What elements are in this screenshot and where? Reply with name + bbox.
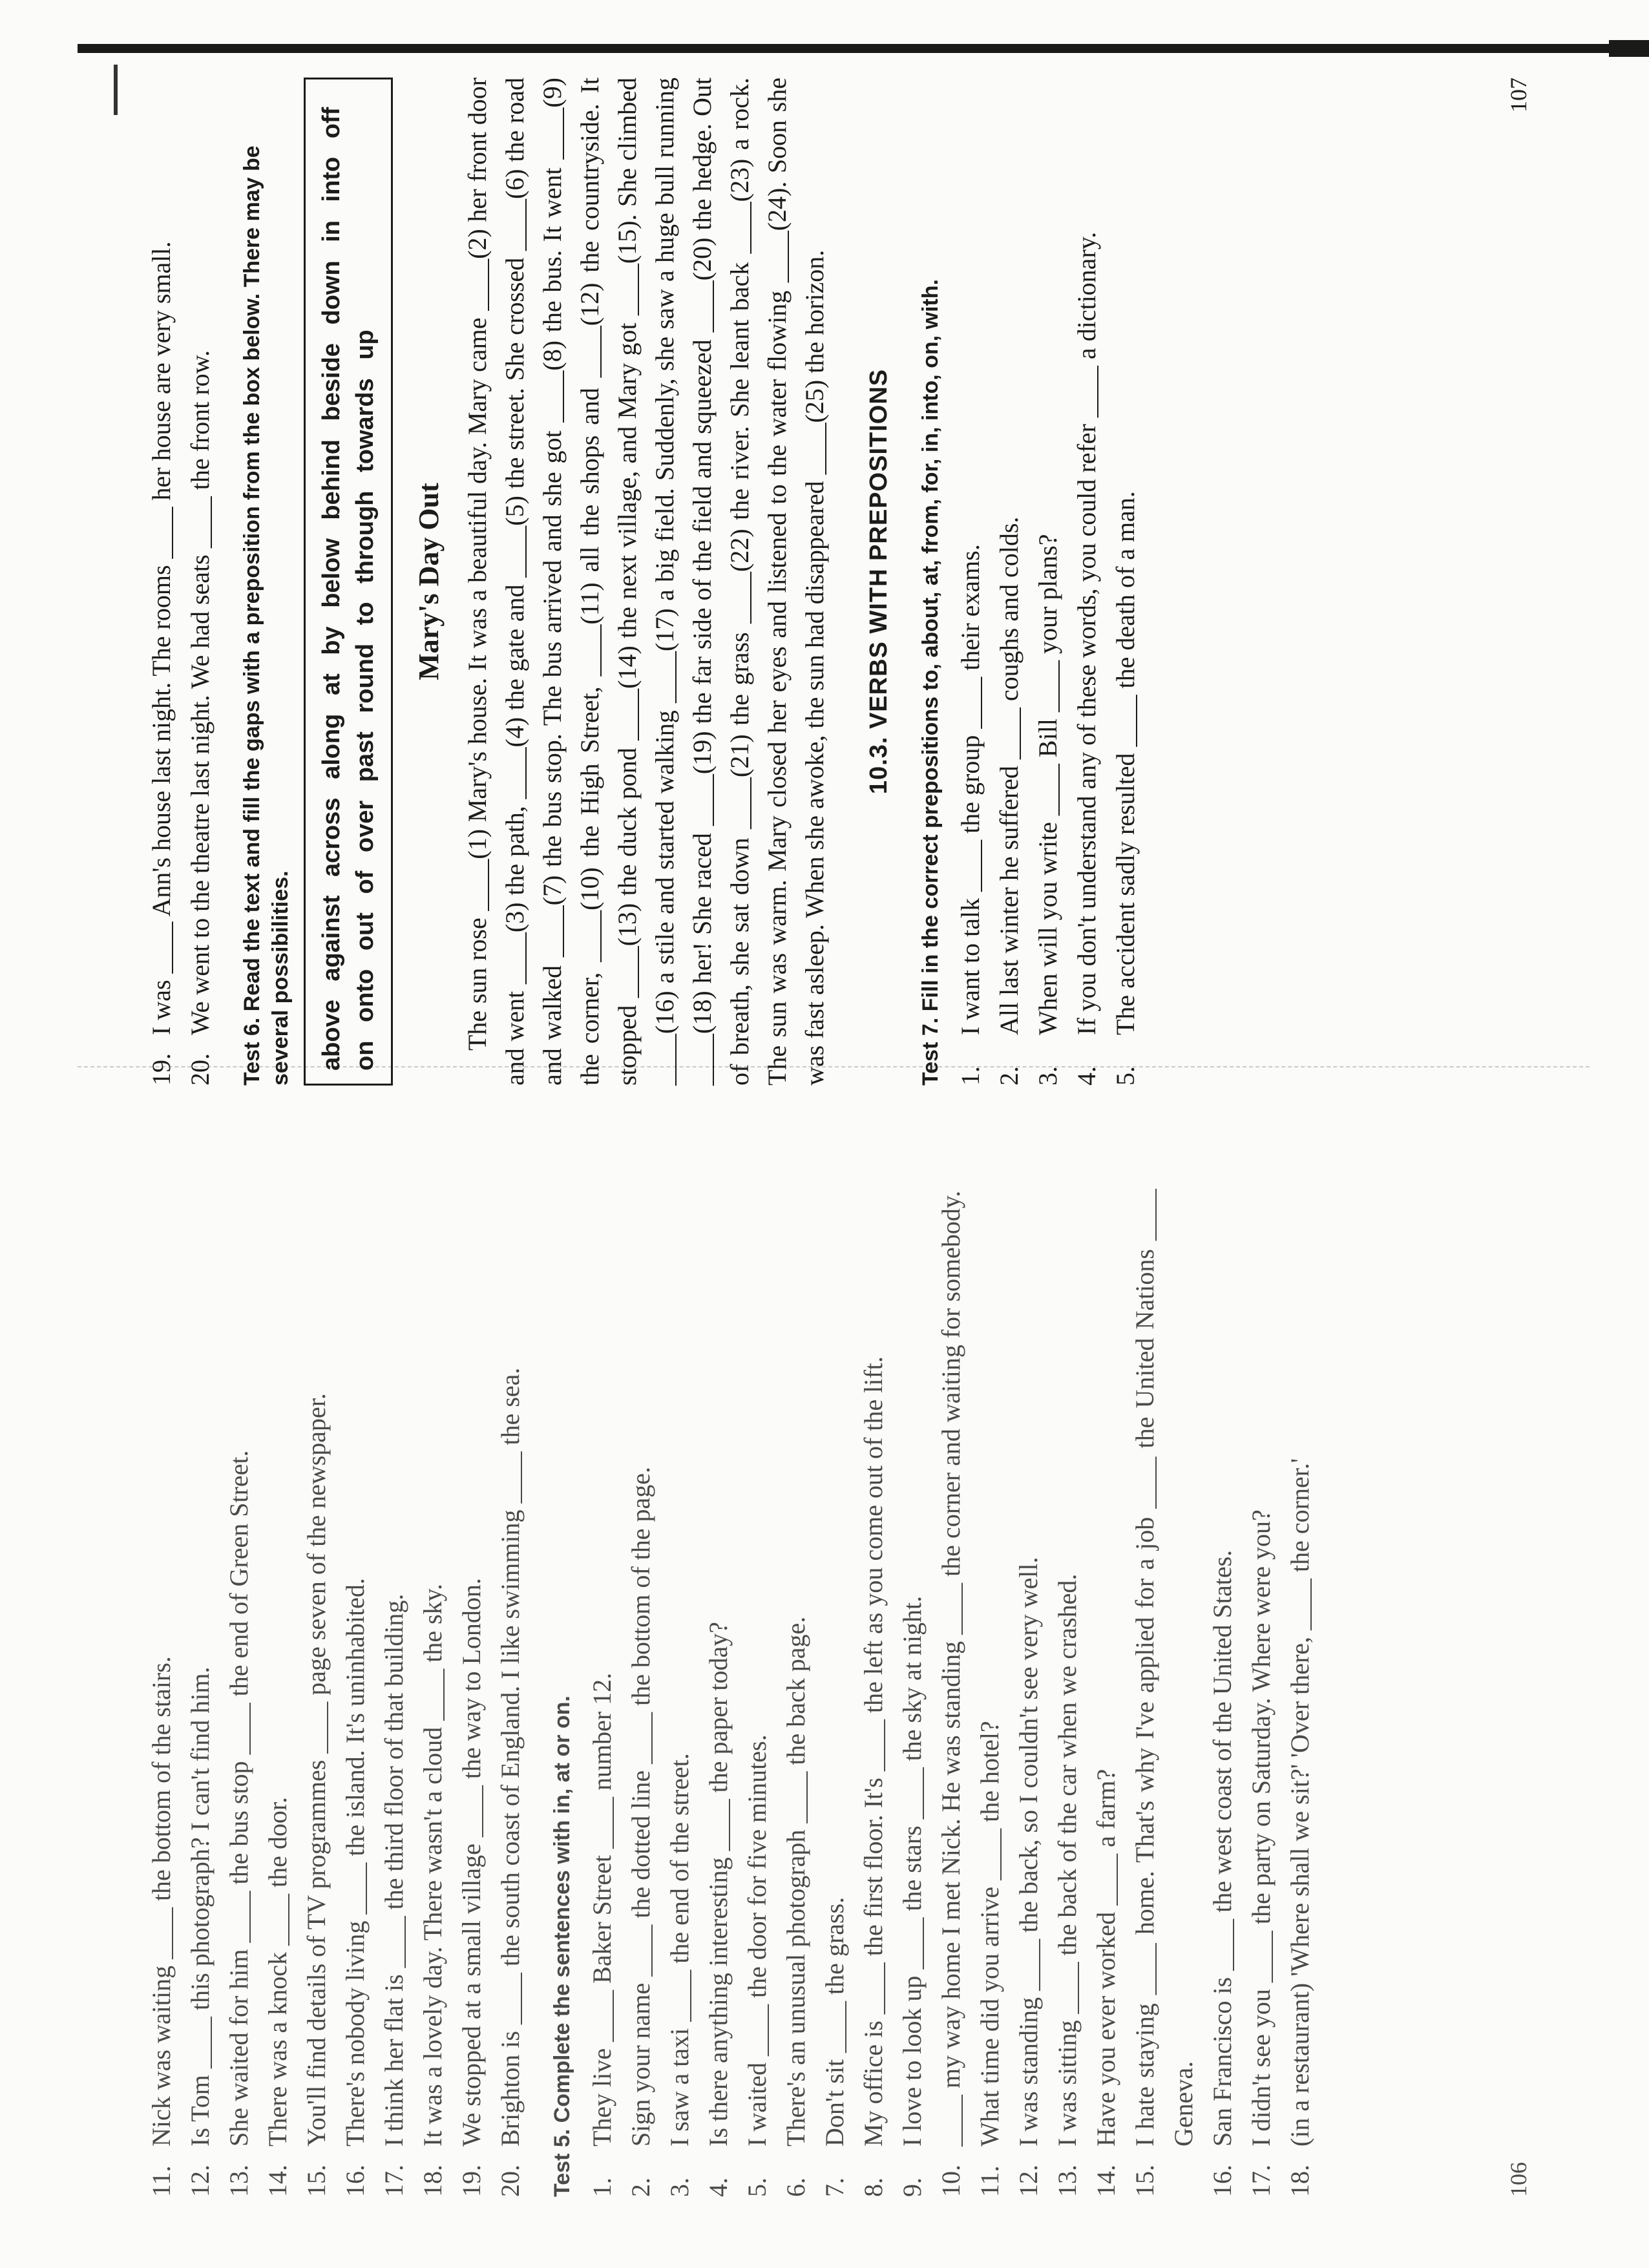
exercise-list-a bbox=[142, 1189, 530, 2197]
exercise-item bbox=[1048, 1189, 1087, 2197]
page-107 bbox=[142, 78, 1531, 1086]
exercise-item bbox=[181, 1189, 220, 2197]
exercise-item bbox=[1029, 78, 1067, 1086]
exercise-text: Brighton is ____ the south coast of England. I like swimming ____ the sea. bbox=[496, 1367, 525, 2147]
test5-label: Test 5. bbox=[550, 2128, 574, 2197]
exercise-text: I love to look up ____ the stars ____ the sky at night. bbox=[898, 1595, 927, 2147]
exercise-item bbox=[220, 1189, 258, 2197]
test7-label: Test 7. bbox=[918, 1017, 943, 1086]
exercise-number: 9. bbox=[898, 2178, 927, 2197]
test5-instruction: Complete the sentences with in, at or on. bbox=[550, 1696, 574, 2123]
exercise-number: 13. bbox=[1053, 2165, 1082, 2197]
exercise-number: 4. bbox=[704, 2178, 733, 2197]
exercise-number: 2. bbox=[626, 2178, 655, 2197]
exercise-item bbox=[1203, 1189, 1242, 2197]
exercise-text: I want to talk ____ the group ____ their exams. bbox=[956, 544, 985, 1035]
exercise-number: 14. bbox=[1091, 2165, 1120, 2197]
scan-edge-bar-end bbox=[1609, 40, 1649, 57]
exercise-number: 16. bbox=[1208, 2165, 1237, 2197]
exercise-text: There's an unusual photograph ____ the back page. bbox=[781, 1616, 810, 2147]
exercise-text: Have you ever worked ____ a farm? bbox=[1091, 1769, 1120, 2147]
exercise-text: They live ____ Baker Street ____ number 12. bbox=[587, 1672, 616, 2147]
exercise-number: 3. bbox=[1033, 1066, 1062, 1086]
exercise-text: There was a knock ____ the door. bbox=[263, 1797, 292, 2147]
exercise-item bbox=[1126, 1189, 1203, 2197]
exercise-text: We stopped at a small village ____ the way to London. bbox=[457, 1578, 486, 2147]
test5-heading bbox=[548, 1189, 576, 2197]
exercise-text: I was ____ Ann's house last night. The rooms ____ her house are very small. bbox=[147, 241, 176, 1035]
test6-label: Test 6. bbox=[240, 1017, 264, 1086]
exercise-item bbox=[1281, 1189, 1319, 2197]
section-heading: 10.3. VERBS WITH PREPOSITIONS bbox=[865, 368, 892, 795]
exercise-number: 3. bbox=[665, 2178, 694, 2197]
exercise-number: 17. bbox=[379, 2165, 408, 2197]
exercise-item bbox=[375, 1189, 414, 2197]
exercise-number: 5. bbox=[742, 2178, 772, 2197]
exercise-number: 18. bbox=[418, 2165, 447, 2197]
book-spread bbox=[71, 52, 1570, 2223]
exercise-number: 19. bbox=[147, 1053, 176, 1086]
exercise-item bbox=[336, 1189, 375, 2197]
exercise-item bbox=[990, 78, 1029, 1086]
exercise-text: Is there anything interesting ____ the paper today? bbox=[704, 1622, 733, 2147]
exercise-text: If you don't understand any of these words, you could refer ____ a dictionary. bbox=[1072, 231, 1101, 1035]
exercise-item bbox=[414, 1189, 452, 2197]
exercise-text: The accident sadly resulted ____ the death of a man. bbox=[1111, 491, 1140, 1035]
exercise-text: My office is ____ the first floor. It's ____ the left as you come out of the lift. bbox=[859, 1356, 888, 2147]
exercise-number: 1. bbox=[956, 1066, 985, 1086]
exercise-text: I was sitting ____ the back of the car when we crashed. bbox=[1053, 1573, 1082, 2147]
exercise-number: 20. bbox=[496, 2165, 525, 2197]
exercise-text: It was a lovely day. There wasn't a cloud ____ the sky. bbox=[418, 1583, 447, 2147]
exercise-text: Sign your name ____ the dotted line ____ the bottom of the page. bbox=[626, 1466, 655, 2147]
exercise-number: 20. bbox=[185, 1053, 215, 1086]
exercise-item bbox=[1067, 78, 1106, 1086]
exercise-number: 19. bbox=[457, 2165, 486, 2197]
exercise-number: 13. bbox=[224, 2165, 253, 2197]
exercise-item bbox=[258, 1189, 297, 2197]
exercise-text: She waited for him ____ the bus stop ____ the end of Green Street. bbox=[224, 1450, 253, 2147]
exercise-text: I think her flat is ____ the third floor of that building. bbox=[379, 1593, 408, 2147]
exercise-text: I hate staying ____ home. That's why I've applied for a job ____ the United Nations ____ Geneva. bbox=[1130, 1189, 1198, 2147]
exercise-number: 12. bbox=[1014, 2165, 1043, 2197]
exercise-text: You'll find details of TV programmes ____ page seven of the newspaper. bbox=[302, 1393, 331, 2147]
exercise-number: 8. bbox=[859, 2178, 888, 2197]
exercise-item bbox=[660, 1189, 699, 2197]
exercise-list-b bbox=[951, 78, 1145, 1086]
exercise-number: 15. bbox=[302, 2165, 331, 2197]
exercise-text: ____ my way home I met Nick. He was standing ____ the corner and waiting for somebody. bbox=[936, 1190, 965, 2147]
exercise-text: (in a restaurant) 'Where shall we sit?' 'Over there, ____ the corner.' bbox=[1285, 1458, 1314, 2147]
exercise-item bbox=[738, 1189, 777, 2197]
exercise-text: Nick was waiting ____ the bottom of the stairs. bbox=[147, 1656, 176, 2147]
exercise-item bbox=[951, 78, 990, 1086]
test6-heading bbox=[238, 78, 295, 1086]
exercise-number: 11. bbox=[147, 2165, 176, 2197]
exercise-item bbox=[297, 1189, 336, 2197]
exercise-item bbox=[491, 1189, 530, 2197]
exercise-text: Is Tom ____ this photograph? I can't find him. bbox=[185, 1666, 215, 2147]
exercise-text: All last winter he suffered ____ coughs and colds. bbox=[994, 516, 1024, 1035]
preposition-box: above against across along at by below behind beside down in into off on onto out of over past round to through towards up bbox=[304, 78, 393, 1086]
exercise-number: 18. bbox=[1285, 2165, 1314, 2197]
exercise-number: 14. bbox=[263, 2165, 292, 2197]
exercise-item bbox=[142, 1189, 181, 2197]
exercise-number: 5. bbox=[1111, 1066, 1140, 1086]
exercise-number: 2. bbox=[994, 1066, 1024, 1086]
exercise-item bbox=[181, 78, 220, 1086]
exercise-item bbox=[583, 1189, 622, 2197]
page-number: 107 bbox=[1506, 78, 1531, 112]
exercise-text: There's nobody living ____ the island. It's uninhabited. bbox=[341, 1578, 370, 2147]
exercise-item bbox=[622, 1189, 660, 2197]
exercise-text: Don't sit ____ the grass. bbox=[820, 1896, 849, 2147]
exercise-number: 4. bbox=[1072, 1066, 1101, 1086]
test6-instruction: Read the text and fill the gaps with a preposition from the box below. There may be several possibilities. bbox=[240, 145, 293, 1086]
exercise-number: 17. bbox=[1246, 2165, 1276, 2197]
exercise-number: 7. bbox=[820, 2178, 849, 2197]
test7-instruction: Fill in the correct prepositions to, about, at, from, for, in, into, on, with. bbox=[918, 279, 943, 1012]
exercise-item bbox=[1242, 1189, 1281, 2197]
exercise-number: 12. bbox=[185, 2165, 215, 2197]
page-number: 106 bbox=[1506, 2162, 1531, 2197]
exercise-item bbox=[932, 1189, 971, 2197]
story-text: The sun rose ____(1) Mary's house. It was a beautiful day. Mary came ____(2) her front door and went ____(3) the path, ____(4) the gate and ____(5) the street. She crossed ____(6) the road and walked ____(7) the bus stop. The bus arrived and she got ____(8) the bus. It went ____(9) the corner, ____(10) the High Street, ____(11) all the shops and ____(12) the countryside. It stopped ____(13) the duck pond ____(14) the next village, and Mary got ____(15). She climbed ____(16) a stile and started walking ____(17) a big field. Suddenly, she saw a huge bull running ____(18) her! She raced ____(19) the far side of the field and squeezed ____(20) the hedge. Out of breath, she sat down ____(21) the grass ____(22) the river. She leant back ____(23) a rock. The sun was warm. Mary closed her eyes and listened to the water flowing ____(24). Soon she was fast asleep. When she awoke, the sun had disappeared ____(25) the horizon. bbox=[463, 78, 829, 1086]
exercise-number: 16. bbox=[341, 2165, 370, 2197]
exercise-text: When will you write ____ Bill ____ your plans? bbox=[1033, 534, 1062, 1035]
exercise-text: San Francisco is ____ the west coast of the United States. bbox=[1208, 1549, 1237, 2147]
exercise-item bbox=[452, 1189, 491, 2197]
exercise-text: I saw a taxi ____ the end of the street. bbox=[665, 1753, 694, 2147]
story-title: Mary's Day Out bbox=[413, 483, 445, 680]
exercise-text: I waited ____ the door for five minutes. bbox=[742, 1734, 772, 2147]
exercise-number: 15. bbox=[1130, 2165, 1159, 2197]
exercise-item bbox=[699, 1189, 738, 2197]
exercise-text: I didn't see you ____ the party on Saturday. Where were you? bbox=[1246, 1509, 1276, 2147]
exercise-number: 1. bbox=[587, 2178, 616, 2197]
exercise-number: 11. bbox=[975, 2165, 1004, 2197]
exercise-text: We went to the theatre last night. We had seats ____ the front row. bbox=[185, 350, 215, 1035]
exercise-text: What time did you arrive ____ the hotel? bbox=[975, 1721, 1004, 2147]
exercise-text: I was standing ____ the back, so I couldn't see very well. bbox=[1014, 1557, 1043, 2147]
exercise-item bbox=[1106, 78, 1145, 1086]
exercise-list-a bbox=[142, 78, 220, 1086]
exercise-item bbox=[893, 1189, 932, 2197]
exercise-item bbox=[777, 1189, 815, 2197]
exercise-item bbox=[815, 1189, 854, 2197]
exercise-number: 10. bbox=[936, 2165, 965, 2197]
page-106 bbox=[142, 1189, 1531, 2197]
test7-heading bbox=[916, 78, 945, 1086]
exercise-item bbox=[971, 1189, 1009, 2197]
exercise-list-b bbox=[583, 1189, 1319, 2197]
exercise-number: 6. bbox=[781, 2178, 810, 2197]
exercise-item bbox=[1009, 1189, 1048, 2197]
exercise-item bbox=[1087, 1189, 1126, 2197]
exercise-item bbox=[142, 78, 181, 1086]
exercise-item bbox=[854, 1189, 893, 2197]
